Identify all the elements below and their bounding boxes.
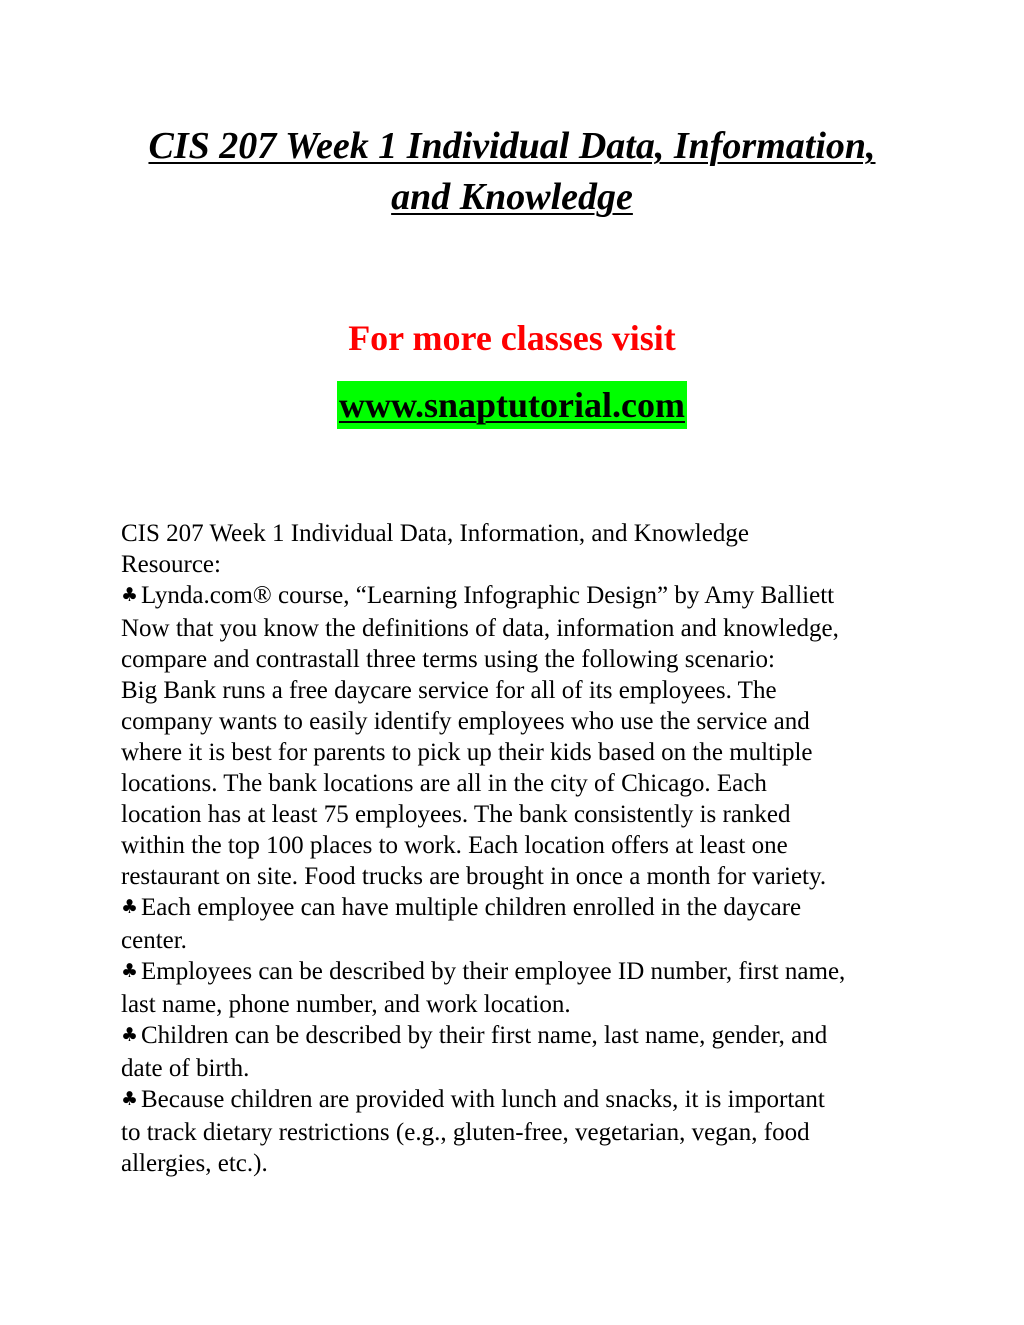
bullet-line [121, 892, 921, 925]
bullet-item [121, 892, 921, 956]
bullet-text: Employees can be described by their employee ID number, first name, [141, 958, 846, 985]
bullet-text: Children can be described by their first name, last name, gender, and [141, 1022, 828, 1049]
bullet-line [121, 1084, 921, 1117]
bullet-line: to track dietary restrictions (e.g., gluten-free, vegetarian, vegan, food [121, 1119, 810, 1146]
bullet-line: date of birth. [121, 1055, 250, 1082]
scenario-line-5: location has at least 75 employees. The bank consistently is ranked [121, 801, 791, 828]
promo-text: For more classes visit [348, 318, 676, 358]
bullet-item [121, 1020, 921, 1084]
document-body [121, 518, 921, 1179]
promo-link[interactable]: www.snaptutorial.com [337, 381, 687, 429]
title-line-1: CIS 207 Week 1 Individual Data, Information, [148, 125, 876, 167]
document-title [100, 121, 924, 223]
scenario-line-7: restaurant on site. Food trucks are brought in once a month for variety. [121, 863, 827, 890]
resource-item-text: Lynda.com® course, “Learning Infographic Design” by Amy Balliett [141, 582, 835, 609]
club-suit-icon: ♣ [121, 584, 139, 606]
bullet-line: center. [121, 927, 187, 954]
promo-link-container [0, 381, 1024, 429]
bullet-line: last name, phone number, and work location. [121, 991, 571, 1018]
scenario-line-2: company wants to easily identify employees who use the service and [121, 708, 810, 735]
title-line-2: and Knowledge [391, 176, 633, 218]
resource-label: Resource: [121, 551, 221, 578]
bullet-item [121, 956, 921, 1020]
scenario-line-1: Big Bank runs a free daycare service for all of its employees. The [121, 677, 777, 704]
club-suit-icon: ♣ [121, 896, 139, 918]
intro-line: CIS 207 Week 1 Individual Data, Information, and Knowledge [121, 520, 749, 547]
scenario-line-6: within the top 100 places to work. Each location offers at least one [121, 832, 788, 859]
scenario-line-3: where it is best for parents to pick up their kids based on the multiple [121, 739, 813, 766]
instruction-line-2: compare and contrastall three terms using the following scenario: [121, 646, 775, 673]
bullet-text: Each employee can have multiple children enrolled in the daycare [141, 894, 802, 921]
club-suit-icon: ♣ [121, 1088, 139, 1110]
bullet-item [121, 1084, 921, 1179]
instruction-line-1: Now that you know the definitions of data, information and knowledge, [121, 615, 839, 642]
bullet-line [121, 956, 921, 989]
club-suit-icon: ♣ [121, 1024, 139, 1046]
scenario-line-4: locations. The bank locations are all in the city of Chicago. Each [121, 770, 767, 797]
club-suit-icon: ♣ [121, 960, 139, 982]
resource-item [121, 580, 921, 613]
bullet-line [121, 1020, 921, 1053]
bullet-line: allergies, etc.). [121, 1150, 268, 1177]
bullet-text: Because children are provided with lunch and snacks, it is important [141, 1086, 825, 1113]
